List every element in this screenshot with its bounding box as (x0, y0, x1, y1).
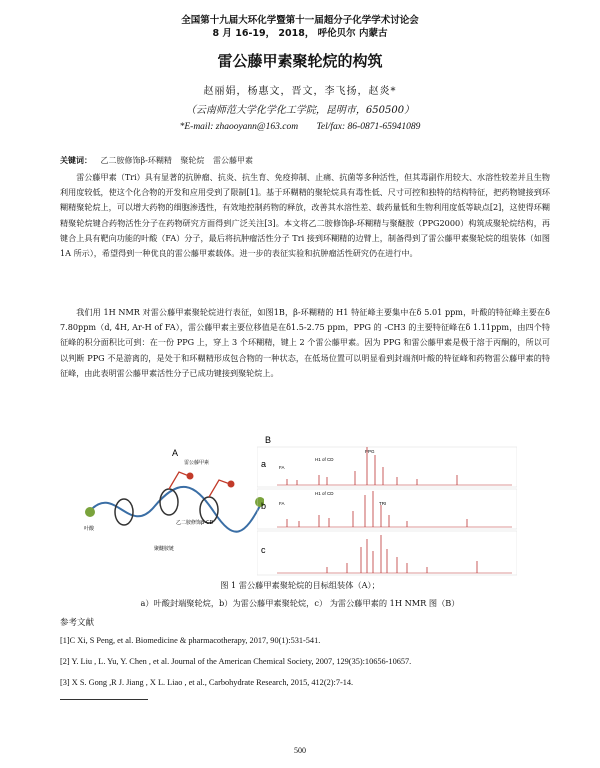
footnote-divider (60, 699, 148, 700)
reference-item: [2] Y. Liu , L. Yu, Y. Chen , et al. Journal of the American Chemical Society, 2007, 129(35):10656-10657. (60, 657, 412, 666)
references-list (60, 636, 550, 699)
paragraph-results: 我们用 1H NMR 对雷公藤甲素聚轮烷进行表征，如图1B，β-环糊精的 H1 特征峰主要集中在δ 5.01 ppm，叶酸的特征峰主要在δ 7.80ppm（d, 4H, Ar-H of FA），雷公藤甲素主要位移值是在δ1.5-2.75 ppm，PPG 的 -CH3 的主要特征峰在δ 1.11ppm，由四个特征峰的积分面积比可到：在一份 PPG 上，穿上 3 个环糊精，键上 2 个雷公藤甲素。因为 PPG 和雷公藤甲素是极于溶于丙酮的，所以可以判断 PPG 不是游离的，是处于和环糊精形成包合物的一种状态，在低场位置可以明显看到封端剂叶酸的特征峰和药物雷公藤甲素的特征峰，由此表明雷公藤甲素活性分子已成功键接到聚轮烷上。 (60, 307, 550, 378)
conference-date-location: 8 月 16-19， 2018， 呼伦贝尔 内蒙古 (212, 28, 388, 39)
contact-email: *E-mail: zhaooyann@163.com (179, 122, 299, 132)
scheme-label-drug: 雷公藤甲素 (184, 460, 210, 466)
conference-header (0, 14, 600, 40)
reference-item: [3] X S. Gong ,R J. Jiang , X L. Liao , et al., Carbohydrate Research, 2015, 412(2):7-14. (60, 678, 354, 687)
figure-caption-detail: a）叶酸封端聚轮烷，b）为雷公藤甲素聚轮烷，c） 为雷公藤甲素的 1H NMR 图（B） (140, 598, 460, 608)
spectrum-label-b: b (261, 501, 267, 511)
figure-caption: 图 1 雷公藤甲素聚轮烷的目标组装体（A）； (220, 580, 380, 590)
authors: 赵丽娟，杨惠文，晋文，李飞扬，赵炎* (203, 86, 397, 97)
contact-line (0, 122, 600, 132)
page-number: 500 (294, 746, 306, 755)
keyword-item: 乙二胺修饰β-环糊精 (100, 156, 172, 165)
figure-panel-b (257, 433, 517, 578)
peak-label-fa: FA (279, 465, 285, 470)
keywords-label: 关键词： (60, 156, 92, 165)
keyword-item: 雷公藤甲素 (212, 156, 253, 165)
folate-stopper (85, 507, 95, 517)
spectrum-label-c: c (261, 545, 266, 555)
paragraph-intro: 雷公藤甲素（Tri）具有显著的抗肿瘤、抗炎、抗生育、免疫抑制、止痛、抗菌等多种活性，但其毒副作用较大、水溶性较差并且生物利用度较低，使这个化合物的开发和应用受到了限制[1]。基于环糊精的聚轮烷具有毒性低、尺寸可控和独特的结构特征，把药物键接到环糊精聚轮烷上，可以增大药物的细胞渗透性，有效地控制药物的释放，改善其水溶性差、载药量低和生物利用度低等缺点[2]，这使得环糊精聚轮烷键合药物活性分子在药物研究方面得到广泛关注[3]。本文将乙二胺修饰β-环糊精与聚醚胺（PPG2000）构筑成聚轮烷结构，再键合上具有靶向功能的叶酸（FA）分子，最后将抗肿瘤活性分子 Tri 接到环糊精的边臂上，制备得到了雷公藤甲素聚轮烷的组装体（如图1A 所示），希望得到一种优良的雷公藤甲素载体。进一步的表征实验和抗肿瘤活性研究仍在进行中。 (60, 172, 550, 259)
peak-label-h1cd-b: H1 of CD (315, 491, 334, 496)
affiliation: （云南师范大学化学化工学院，昆明市，650500） (185, 105, 415, 116)
figure-panel-a (84, 442, 267, 562)
panel-b-label: B (265, 435, 272, 445)
keywords (60, 155, 550, 166)
peak-label-fa-b: FA (279, 501, 285, 506)
keyword-item: 聚轮烷 (180, 156, 205, 165)
triptolide-molecule (187, 473, 194, 480)
spectrum-label-a: a (261, 459, 267, 469)
conference-name: 全国第十九届大环化学暨第十一届超分子化学学术讨论会 (181, 15, 419, 26)
scheme-label-chain: 聚醚胺链 (154, 546, 175, 552)
drug-arm (209, 480, 230, 497)
nmr-spectra-traces (277, 447, 512, 573)
scheme-label-folate: 叶酸 (84, 526, 95, 532)
contact-tel: Tel/fax: 86-0871-65941089 (316, 122, 421, 132)
scheme-label-cd: 乙二胺修饰β-CD (176, 520, 214, 526)
peak-label-ppg: PPG (365, 449, 375, 454)
references-heading: 参考文献 (60, 618, 95, 628)
reference-item: [1]C Xi, S Peng, et al. Biomedicine & pharmacotherapy, 2017, 90(1):531-541. (60, 636, 321, 645)
spectrum-frame-a (257, 447, 517, 487)
triptolide-molecule (228, 481, 235, 488)
spectrum-frame-b (257, 489, 517, 529)
paper-title: 雷公藤甲素聚轮烷的构筑 (217, 52, 383, 70)
panel-a-label: A (172, 448, 179, 458)
peak-label-h1cd: H1 of CD (315, 457, 334, 462)
peak-label-tri: TRI (379, 501, 387, 506)
